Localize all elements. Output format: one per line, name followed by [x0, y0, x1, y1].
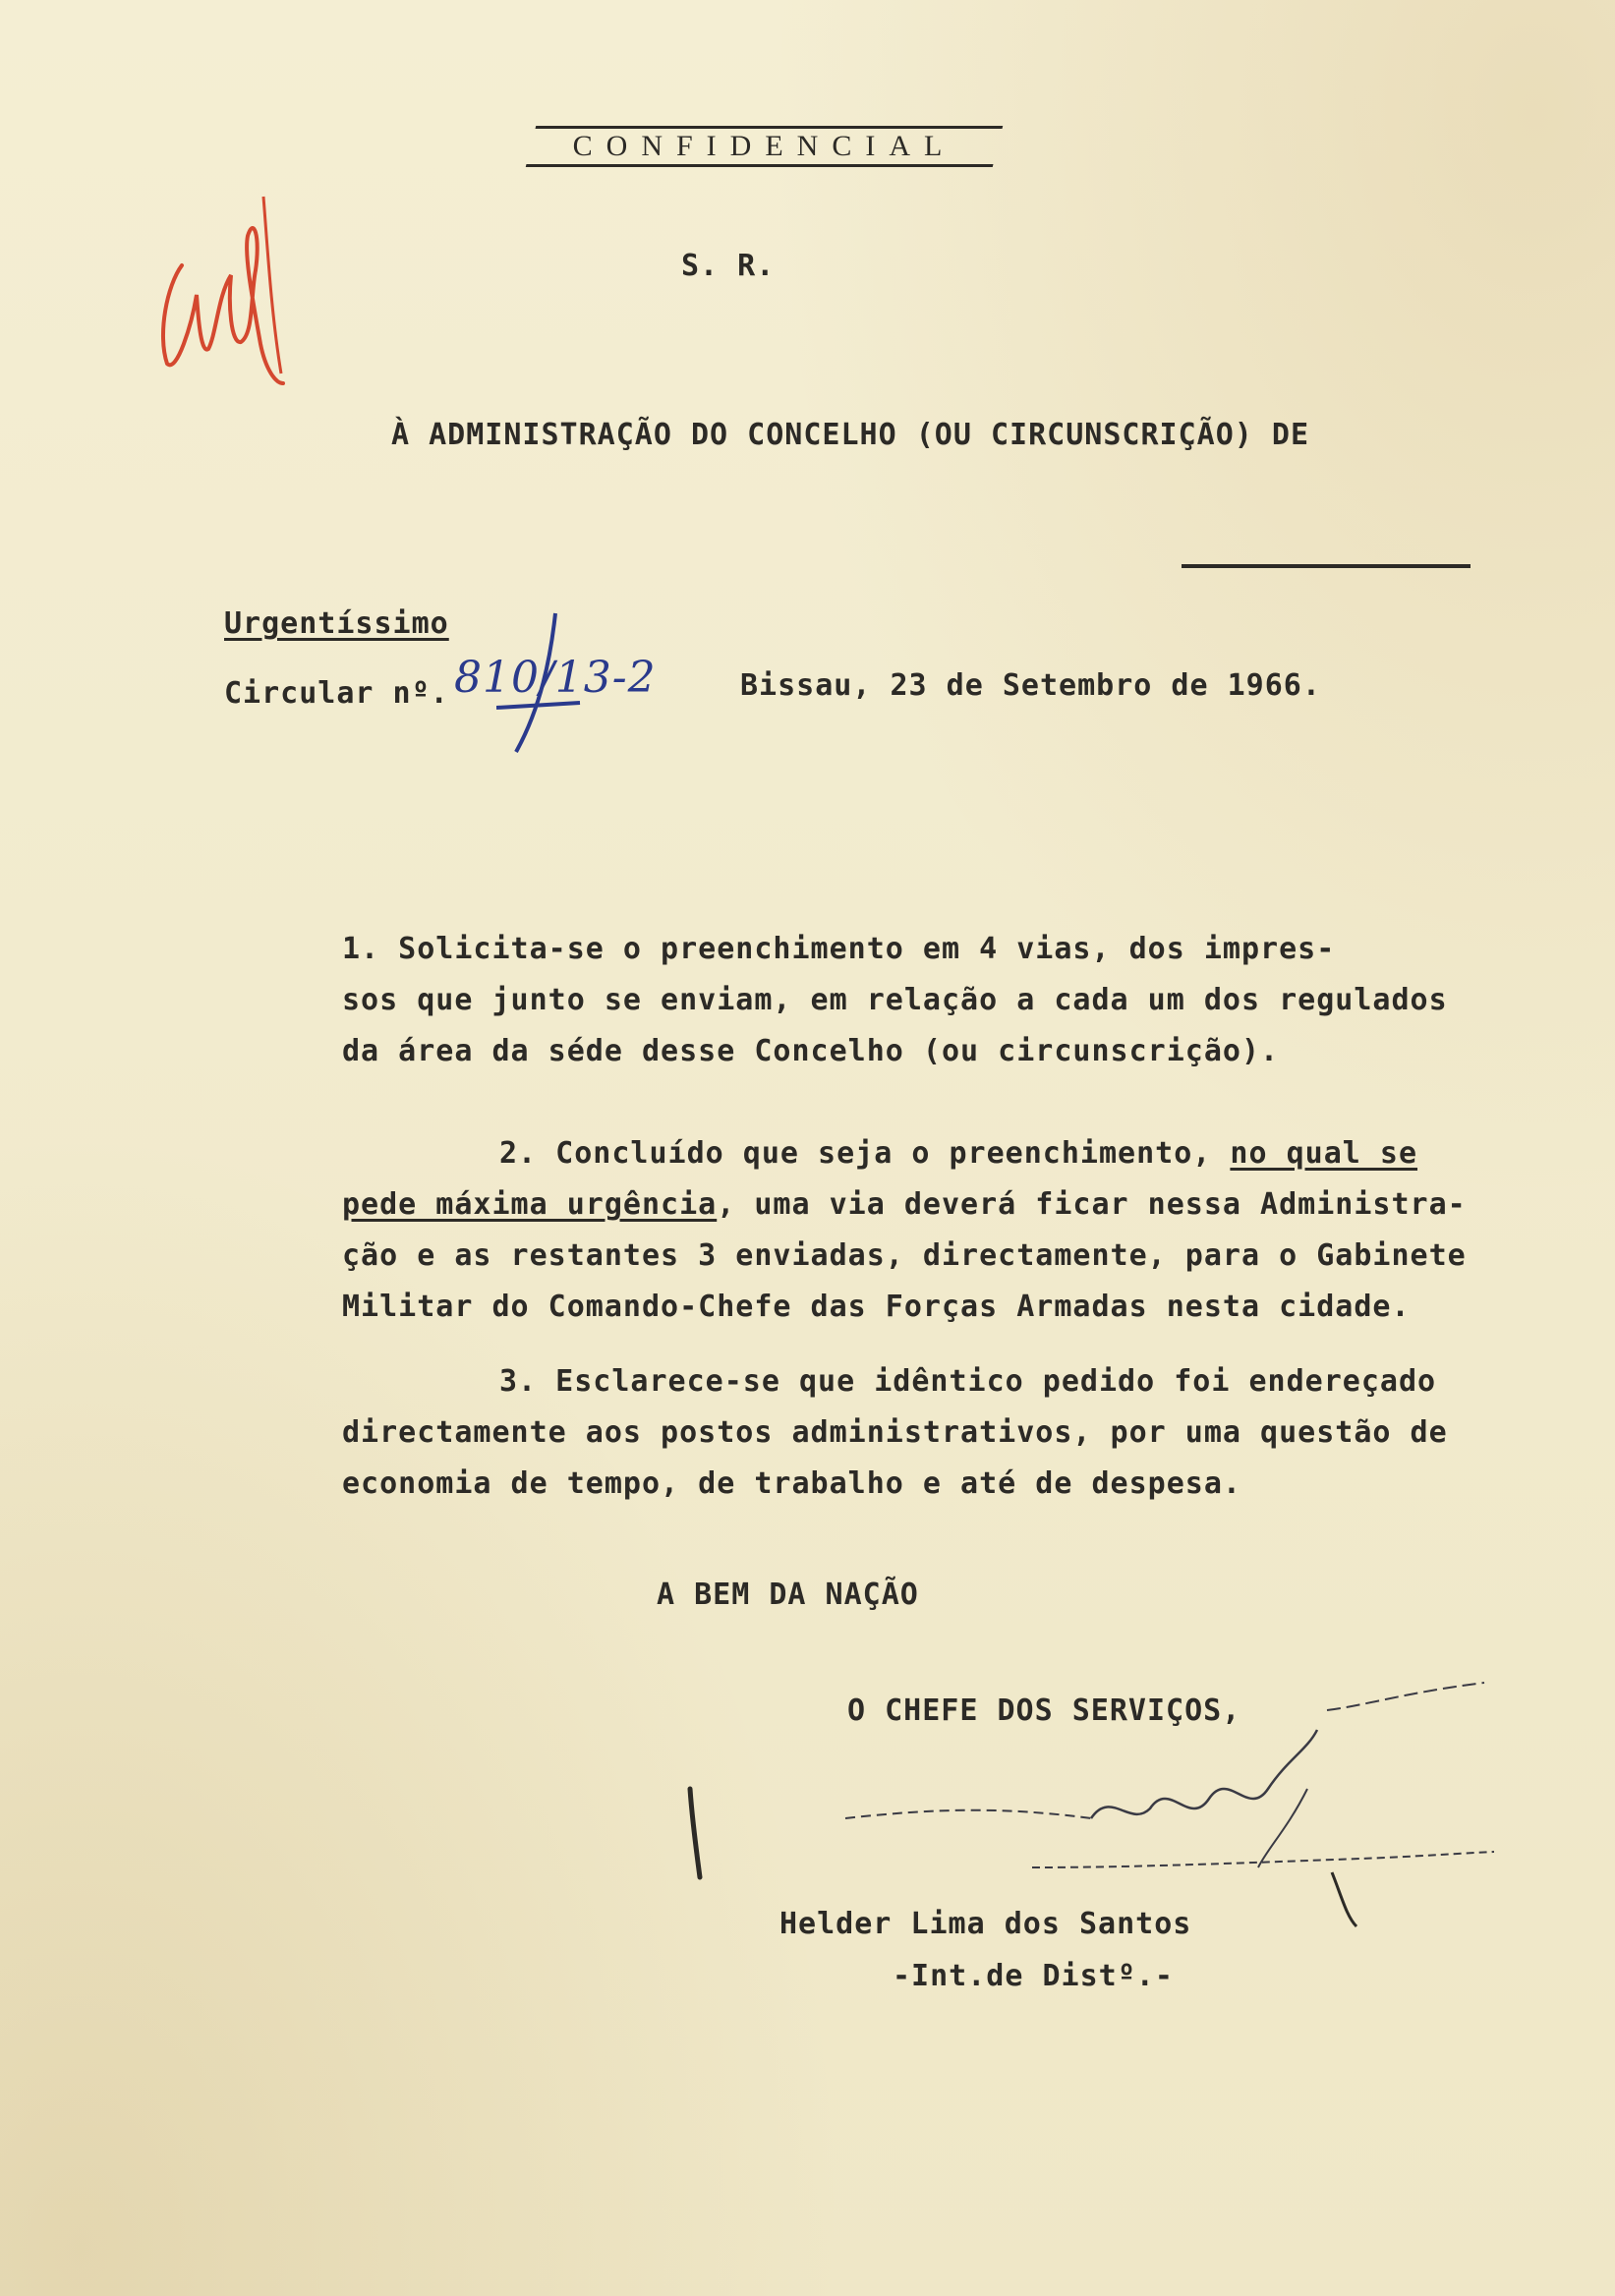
- addressee-line: À ADMINISTRAÇÃO DO CONCELHO (OU CIRCUNSCRIÇÃO) DE: [391, 418, 1310, 452]
- paragraph-3-line-3: economia de tempo, de trabalho e até de despesa.: [342, 1466, 1241, 1501]
- paragraph-1-line-2: sos que junto se enviam, em relação a cada um dos regulados: [342, 983, 1448, 1017]
- paragraph-2-line-4: Militar do Comando-Chefe das Forças Armadas nesta cidade.: [342, 1290, 1411, 1324]
- handwritten-signature: [678, 1671, 1494, 1936]
- blank-fill-line: [1182, 564, 1471, 568]
- circular-label: Circular nº.: [224, 676, 449, 711]
- signatory-role: O CHEFE DOS SERVIÇOS,: [847, 1693, 1241, 1728]
- paragraph-2-text-2: , uma via deverá ficar nessa Administra-: [717, 1187, 1467, 1222]
- paragraph-2-emphasis-2: pede máxima urgência: [342, 1187, 718, 1222]
- paragraph-2-text: 2. Concluído que seja o preenchimento,: [499, 1136, 1231, 1171]
- sr-heading: S. R.: [681, 249, 776, 283]
- priority-label: Urgentíssimo: [224, 606, 449, 641]
- place-date: Bissau, 23 de Setembro de 1966.: [740, 668, 1321, 703]
- paragraph-3-line-1: 3. Esclarece-se que idêntico pedido foi endereçado: [499, 1364, 1437, 1399]
- paragraph-2-line-1: [499, 1128, 1417, 1179]
- classification-label: CONFIDENCIAL: [572, 130, 956, 162]
- paragraph-1-line-3: da área da séde desse Concelho (ou circunscrição).: [342, 1034, 1280, 1068]
- closing-salutation: A BEM DA NAÇÃO: [657, 1578, 919, 1612]
- blue-slash-mark: [496, 609, 585, 757]
- circular-number: 810/13-2: [454, 653, 657, 703]
- paragraph-1-line-1: 1. Solicita-se o preenchimento em 4 vias, dos impres-: [342, 932, 1336, 966]
- confidential-stamp: [526, 126, 1003, 167]
- signatory-title: -Int.de Distº.-: [893, 1959, 1174, 1993]
- red-initials-mark: [138, 177, 295, 393]
- signatory-name: Helder Lima dos Santos: [779, 1907, 1192, 1941]
- paragraph-3-line-2: directamente aos postos administrativos, por uma questão de: [342, 1415, 1448, 1450]
- paragraph-2-emphasis: no qual se: [1230, 1136, 1418, 1171]
- paragraph-2-line-2: [342, 1179, 1467, 1231]
- paragraph-2-line-3: ção e as restantes 3 enviadas, directamente, para o Gabinete: [342, 1238, 1467, 1273]
